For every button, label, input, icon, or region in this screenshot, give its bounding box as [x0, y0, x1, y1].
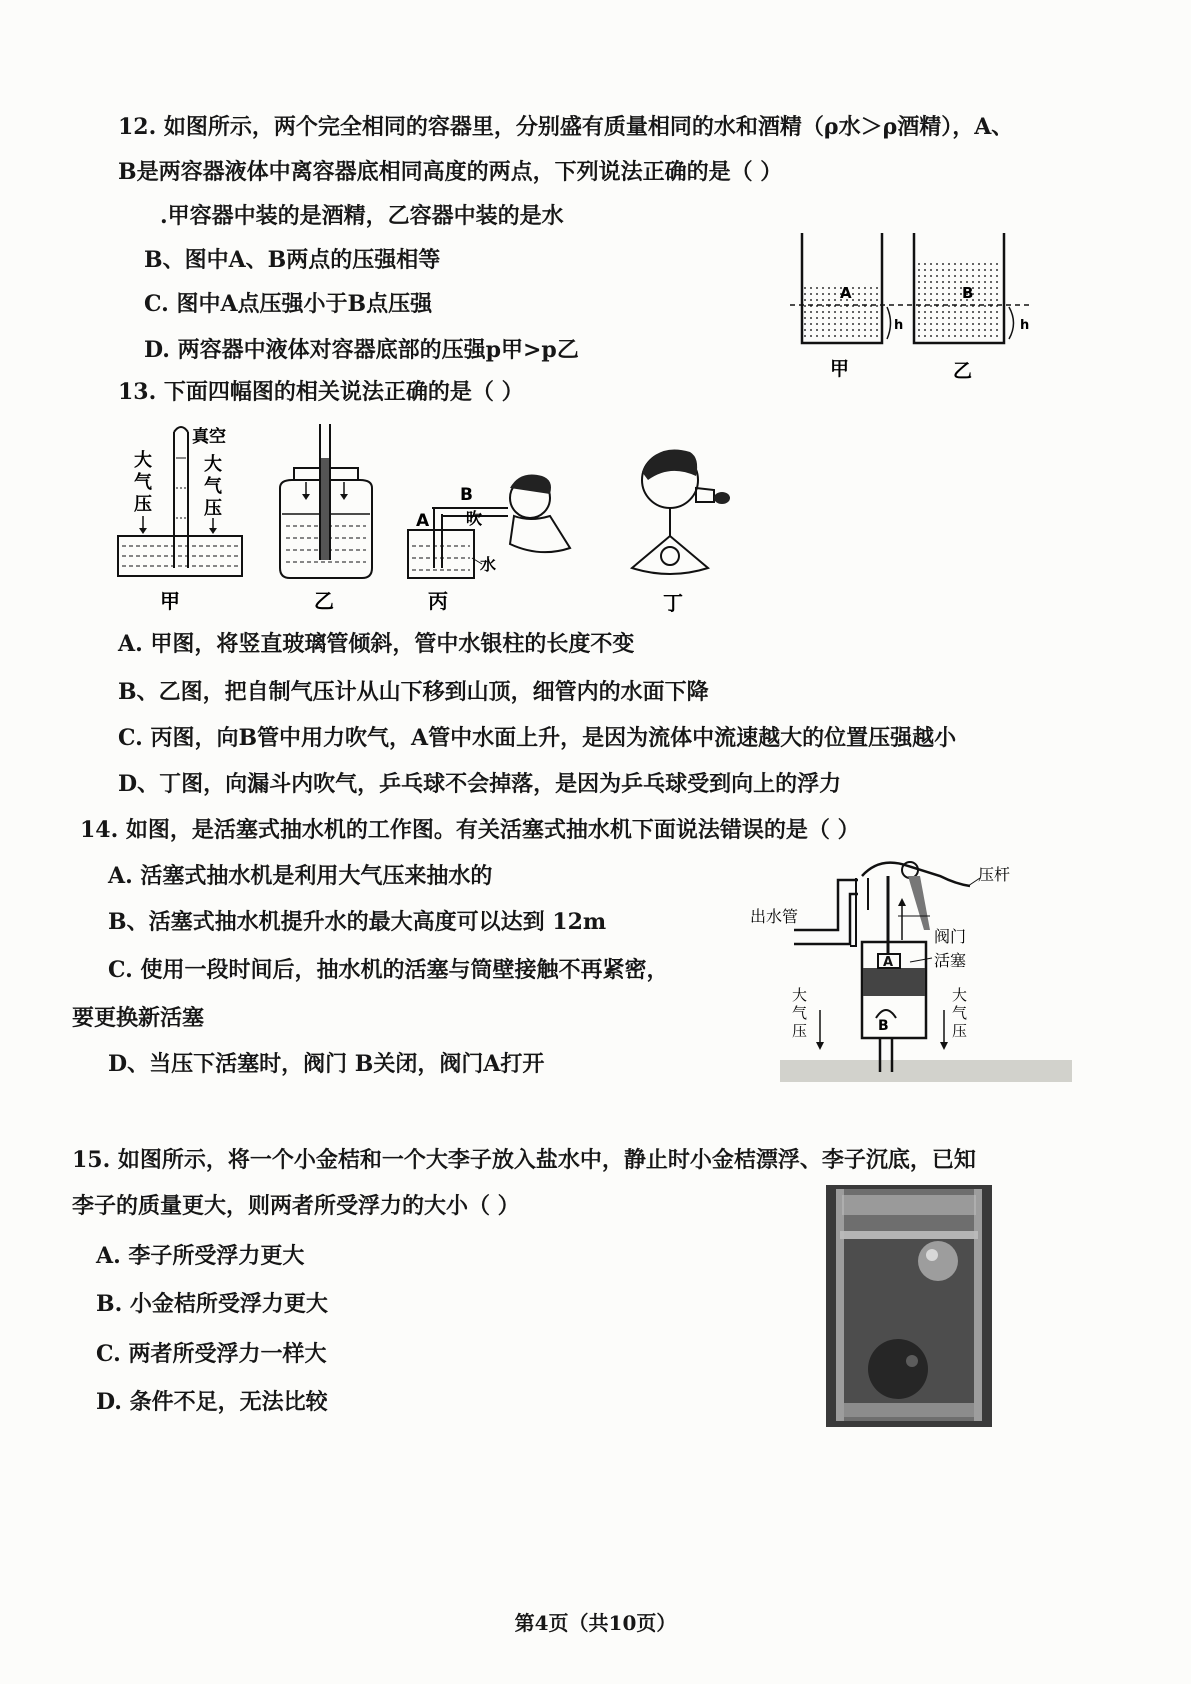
- q13-figure-ding: [632, 450, 730, 616]
- q15-option-c: C. 两者所受浮力一样大: [96, 1341, 327, 1367]
- q14-option-c-line1: C. 使用一段时间后，抽水机的活塞与筒壁接触不再紧密，: [108, 957, 669, 983]
- svg-text:气: 气: [792, 1004, 808, 1022]
- q12-stem-line1: 12. 如图所示，两个完全相同的容器里，分别盛有质量相同的水和酒精（ρ水＞ρ酒精），A、: [118, 114, 1014, 140]
- q14-stem: 14. 如图，是活塞式抽水机的工作图。有关活塞式抽水机下面说法错误的是（ ）: [80, 817, 860, 843]
- svg-text:大: 大: [204, 454, 222, 475]
- q13-caption-yi: 乙: [314, 589, 334, 613]
- q13-caption-jia: 甲: [160, 589, 180, 613]
- q14-valve-label: 阀门: [934, 927, 967, 946]
- svg-text:气: 气: [204, 476, 222, 497]
- q13-bing-label-a: A: [416, 511, 430, 531]
- q12-label-b: B: [962, 284, 974, 302]
- q12-option-d: D. 两容器中液体对容器底部的压强p甲>p乙: [144, 337, 579, 363]
- svg-text:压: 压: [792, 1022, 808, 1040]
- q13-figure-row: [110, 418, 790, 618]
- svg-text:压: 压: [134, 494, 152, 515]
- q14-label-a: A: [883, 955, 894, 970]
- q12-label-a: A: [840, 284, 852, 302]
- q12-figure-containers: [790, 225, 1070, 405]
- q14-lever-label: 压杆: [978, 865, 1011, 884]
- q13-option-b: B、乙图，把自制气压计从山下移到山顶，细管内的水面下降: [118, 679, 709, 705]
- svg-text:气: 气: [952, 1004, 968, 1022]
- q12-liquid-right: [916, 259, 1002, 341]
- q12-option-b: B、图中A、B两点的压强相等: [144, 247, 441, 273]
- q12-caption-left: 甲: [830, 358, 850, 380]
- q14-piston-label: 活塞: [934, 951, 967, 970]
- q12-option-a: .甲容器中装的是酒精，乙容器中装的是水: [160, 203, 564, 229]
- q13-bing-blow: 吹: [466, 509, 483, 528]
- svg-text:压: 压: [204, 498, 222, 519]
- q14-option-d: D、当压下活塞时，阀门 B关闭，阀门A打开: [108, 1051, 545, 1077]
- q13-figure-yi: [280, 424, 372, 613]
- q13-bing-water: 水: [480, 555, 497, 574]
- q12-option-c: C. 图中A点压强小于B点压强: [144, 291, 433, 317]
- q12-caption-right: 乙: [953, 360, 973, 382]
- q13-caption-bing: 丙: [428, 589, 448, 613]
- q12-stem-line2: B是两容器液体中离容器底相同高度的两点，下列说法正确的是（ ）: [118, 159, 783, 185]
- q14-option-c-line2: 要更换新活塞: [72, 1005, 205, 1031]
- q14-label-b: B: [878, 1018, 889, 1034]
- q14-figure-pump: [750, 850, 1090, 1090]
- q13-vacuum-label: 真空: [192, 427, 226, 447]
- svg-text:大: 大: [792, 986, 808, 1004]
- q13-stem: 13. 下面四幅图的相关说法正确的是（ ）: [118, 379, 524, 405]
- q13-option-d: D、丁图，向漏斗内吹气，乒乓球不会掉落，是因为乒乓球受到向上的浮力: [118, 771, 842, 797]
- q14-option-b: B、活塞式抽水机提升水的最大高度可以达到 12m: [108, 909, 607, 935]
- q14-outlet-label: 出水管: [750, 907, 799, 926]
- q15-stem-line2: 李子的质量更大，则两者所受浮力的大小（ ）: [72, 1193, 520, 1219]
- q15-photo-glass: [826, 1185, 992, 1427]
- q13-option-a: A. 甲图，将竖直玻璃管倾斜，管中水银柱的长度不变: [118, 631, 635, 657]
- q14-option-a: A. 活塞式抽水机是利用大气压来抽水的: [108, 863, 493, 889]
- page-number: 第4页（共10页）: [514, 1611, 677, 1635]
- svg-text:气: 气: [134, 472, 152, 493]
- q15-option-a: A. 李子所受浮力更大: [96, 1243, 305, 1269]
- q15-stem-line1: 15. 如图所示，将一个小金桔和一个大李子放入盐水中，静止时小金桔漂浮、李子沉底，已知: [72, 1147, 976, 1173]
- q15-option-d: D. 条件不足，无法比较: [96, 1389, 328, 1415]
- svg-text:大: 大: [134, 450, 152, 471]
- q13-figure-bing: [408, 475, 570, 614]
- q13-caption-ding: 丁: [663, 591, 683, 615]
- q15-option-b: B. 小金桔所受浮力更大: [96, 1291, 328, 1317]
- q12-label-h-left: h: [894, 318, 904, 333]
- svg-text:大: 大: [952, 986, 968, 1004]
- q13-option-c: C. 丙图，向B管中用力吹气，A管中水面上升，是因为流体中流速越大的位置压强越小: [118, 725, 957, 751]
- q13-bing-label-b: B: [460, 485, 473, 505]
- q15-plum: [868, 1339, 928, 1399]
- q13-figure-jia: [118, 426, 242, 613]
- q15-kumquat: [918, 1241, 958, 1281]
- svg-text:压: 压: [952, 1022, 968, 1040]
- q12-label-h-right: h: [1020, 318, 1030, 333]
